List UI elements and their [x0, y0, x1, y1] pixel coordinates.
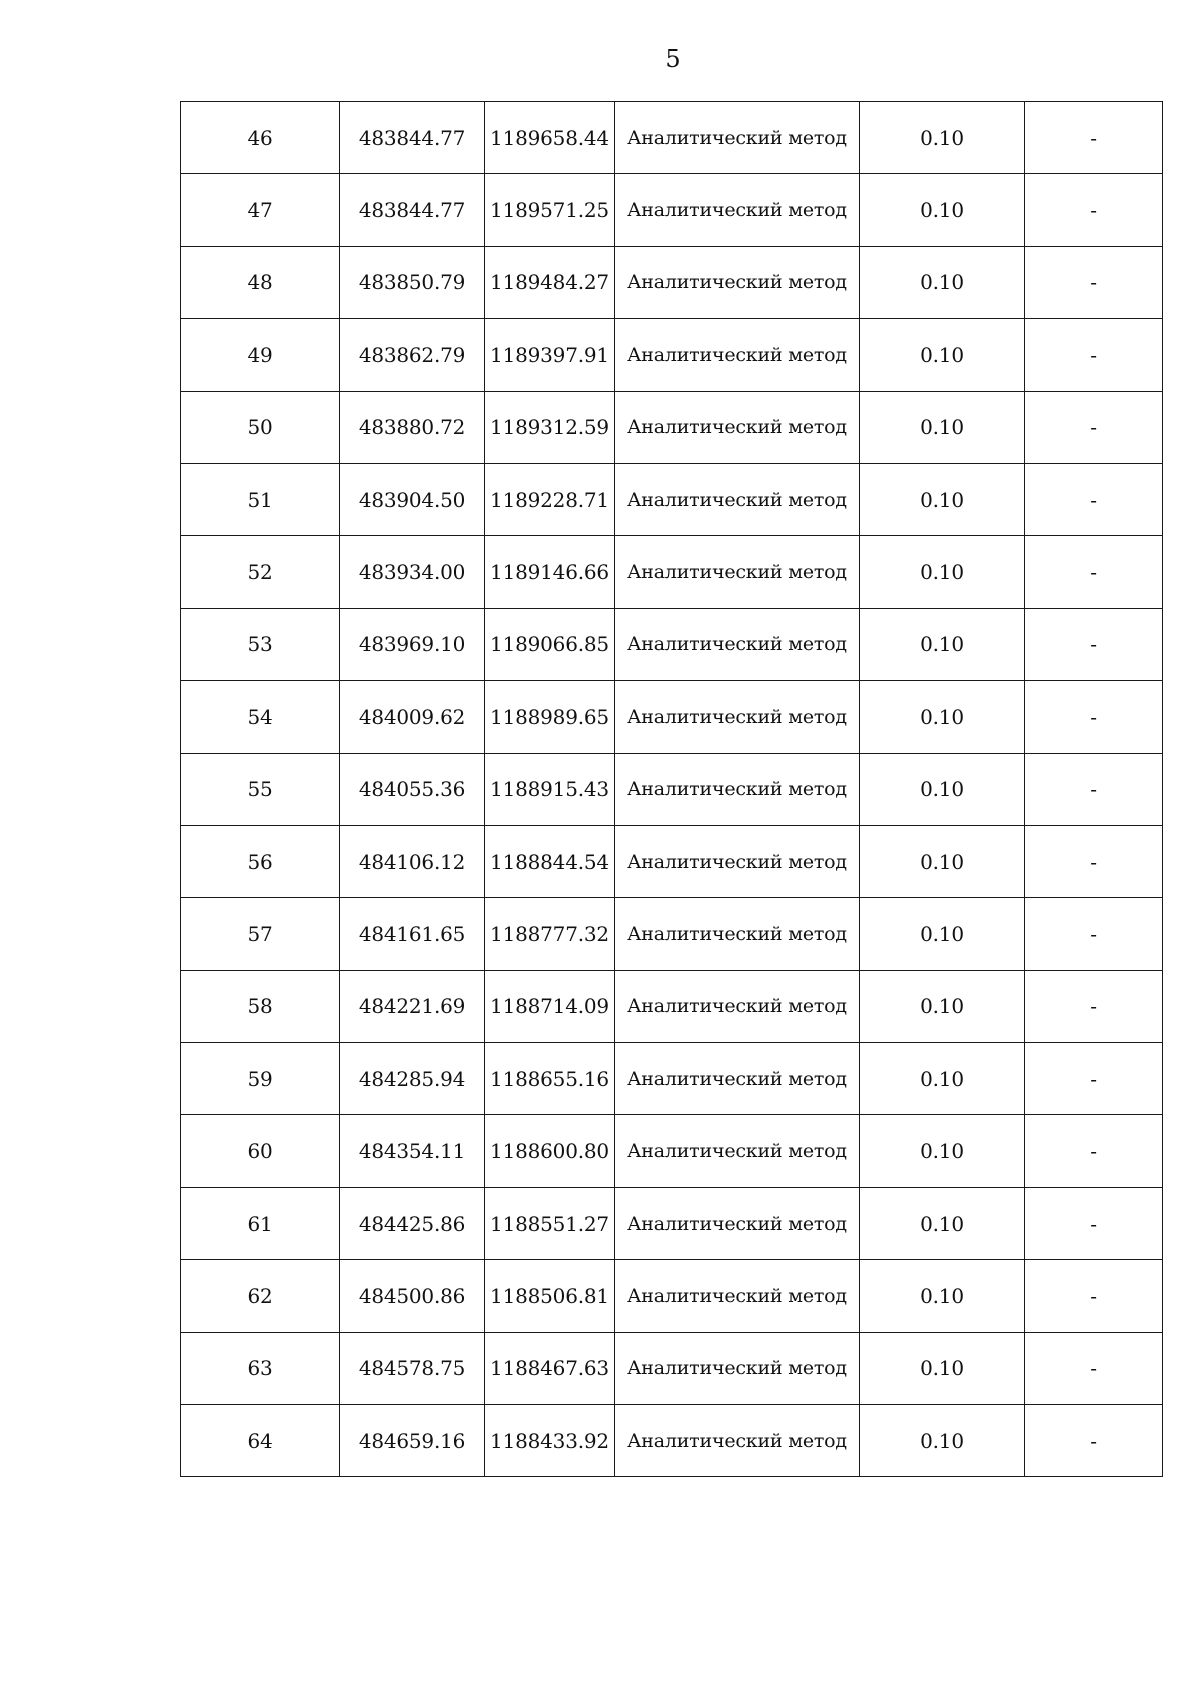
- table-row: [181, 319, 1163, 391]
- x-coordinate-cell: 483850.79: [340, 246, 485, 318]
- description-cell: -: [1025, 970, 1163, 1042]
- y-coordinate-cell: 1188989.65: [485, 681, 615, 753]
- x-coordinate-cell: 484578.75: [340, 1332, 485, 1404]
- method-cell: Аналитический метод: [615, 825, 860, 897]
- description-cell: -: [1025, 825, 1163, 897]
- x-coordinate-cell: 484285.94: [340, 1043, 485, 1115]
- x-coordinate-cell: 483880.72: [340, 391, 485, 463]
- point-number-cell: 48: [181, 246, 340, 318]
- method-cell: Аналитический метод: [615, 1405, 860, 1477]
- x-coordinate-cell: 484161.65: [340, 898, 485, 970]
- accuracy-cell: 0.10: [860, 391, 1025, 463]
- method-cell: Аналитический метод: [615, 608, 860, 680]
- y-coordinate-cell: 1189484.27: [485, 246, 615, 318]
- x-coordinate-cell: 483969.10: [340, 608, 485, 680]
- method-cell: Аналитический метод: [615, 1260, 860, 1332]
- description-cell: -: [1025, 1405, 1163, 1477]
- accuracy-cell: 0.10: [860, 753, 1025, 825]
- y-coordinate-cell: 1189146.66: [485, 536, 615, 608]
- y-coordinate-cell: 1189658.44: [485, 102, 615, 174]
- method-cell: Аналитический метод: [615, 463, 860, 535]
- y-coordinate-cell: 1188777.32: [485, 898, 615, 970]
- method-cell: Аналитический метод: [615, 102, 860, 174]
- method-cell: Аналитический метод: [615, 681, 860, 753]
- x-coordinate-cell: 484009.62: [340, 681, 485, 753]
- method-cell: Аналитический метод: [615, 391, 860, 463]
- x-coordinate-cell: 483862.79: [340, 319, 485, 391]
- description-cell: -: [1025, 1260, 1163, 1332]
- table-row: [181, 463, 1163, 535]
- accuracy-cell: 0.10: [860, 536, 1025, 608]
- page-number: 5: [665, 45, 681, 73]
- accuracy-cell: 0.10: [860, 1260, 1025, 1332]
- x-coordinate-cell: 484354.11: [340, 1115, 485, 1187]
- point-number-cell: 62: [181, 1260, 340, 1332]
- accuracy-cell: 0.10: [860, 608, 1025, 680]
- table-row: [181, 246, 1163, 318]
- table-row: [181, 970, 1163, 1042]
- description-cell: -: [1025, 1115, 1163, 1187]
- x-coordinate-cell: 483904.50: [340, 463, 485, 535]
- point-number-cell: 51: [181, 463, 340, 535]
- y-coordinate-cell: 1189571.25: [485, 174, 615, 246]
- x-coordinate-cell: 484659.16: [340, 1405, 485, 1477]
- x-coordinate-cell: 484500.86: [340, 1260, 485, 1332]
- method-cell: Аналитический метод: [615, 174, 860, 246]
- y-coordinate-cell: 1188714.09: [485, 970, 615, 1042]
- method-cell: Аналитический метод: [615, 319, 860, 391]
- description-cell: -: [1025, 174, 1163, 246]
- point-number-cell: 58: [181, 970, 340, 1042]
- description-cell: -: [1025, 1187, 1163, 1259]
- description-cell: -: [1025, 319, 1163, 391]
- description-cell: -: [1025, 536, 1163, 608]
- table-row: [181, 1405, 1163, 1477]
- coordinates-table: [180, 101, 1163, 1477]
- description-cell: -: [1025, 463, 1163, 535]
- point-number-cell: 55: [181, 753, 340, 825]
- accuracy-cell: 0.10: [860, 1187, 1025, 1259]
- method-cell: Аналитический метод: [615, 1043, 860, 1115]
- description-cell: -: [1025, 608, 1163, 680]
- table-row: [181, 898, 1163, 970]
- y-coordinate-cell: 1189312.59: [485, 391, 615, 463]
- description-cell: -: [1025, 1332, 1163, 1404]
- table-row: [181, 608, 1163, 680]
- point-number-cell: 52: [181, 536, 340, 608]
- point-number-cell: 49: [181, 319, 340, 391]
- table-row: [181, 174, 1163, 246]
- table-row: [181, 753, 1163, 825]
- accuracy-cell: 0.10: [860, 681, 1025, 753]
- table-row: [181, 536, 1163, 608]
- method-cell: Аналитический метод: [615, 246, 860, 318]
- y-coordinate-cell: 1188467.63: [485, 1332, 615, 1404]
- description-cell: -: [1025, 246, 1163, 318]
- point-number-cell: 53: [181, 608, 340, 680]
- point-number-cell: 54: [181, 681, 340, 753]
- table-row: [181, 1187, 1163, 1259]
- method-cell: Аналитический метод: [615, 753, 860, 825]
- point-number-cell: 57: [181, 898, 340, 970]
- y-coordinate-cell: 1188600.80: [485, 1115, 615, 1187]
- x-coordinate-cell: 484055.36: [340, 753, 485, 825]
- description-cell: -: [1025, 898, 1163, 970]
- table-row: [181, 1115, 1163, 1187]
- y-coordinate-cell: 1188551.27: [485, 1187, 615, 1259]
- accuracy-cell: 0.10: [860, 1043, 1025, 1115]
- accuracy-cell: 0.10: [860, 246, 1025, 318]
- method-cell: Аналитический метод: [615, 1115, 860, 1187]
- method-cell: Аналитический метод: [615, 536, 860, 608]
- description-cell: -: [1025, 102, 1163, 174]
- accuracy-cell: 0.10: [860, 463, 1025, 535]
- x-coordinate-cell: 483844.77: [340, 174, 485, 246]
- y-coordinate-cell: 1188844.54: [485, 825, 615, 897]
- point-number-cell: 63: [181, 1332, 340, 1404]
- x-coordinate-cell: 483934.00: [340, 536, 485, 608]
- table-row: [181, 391, 1163, 463]
- point-number-cell: 46: [181, 102, 340, 174]
- table-row: [181, 1332, 1163, 1404]
- table-row: [181, 681, 1163, 753]
- y-coordinate-cell: 1188506.81: [485, 1260, 615, 1332]
- point-number-cell: 64: [181, 1405, 340, 1477]
- x-coordinate-cell: 484106.12: [340, 825, 485, 897]
- method-cell: Аналитический метод: [615, 1187, 860, 1259]
- table-row: [181, 1043, 1163, 1115]
- x-coordinate-cell: 483844.77: [340, 102, 485, 174]
- table-row: [181, 102, 1163, 174]
- point-number-cell: 56: [181, 825, 340, 897]
- method-cell: Аналитический метод: [615, 1332, 860, 1404]
- table-body: [181, 102, 1163, 1477]
- point-number-cell: 47: [181, 174, 340, 246]
- table-row: [181, 1260, 1163, 1332]
- description-cell: -: [1025, 681, 1163, 753]
- accuracy-cell: 0.10: [860, 319, 1025, 391]
- point-number-cell: 60: [181, 1115, 340, 1187]
- description-cell: -: [1025, 391, 1163, 463]
- accuracy-cell: 0.10: [860, 1115, 1025, 1187]
- accuracy-cell: 0.10: [860, 970, 1025, 1042]
- method-cell: Аналитический метод: [615, 898, 860, 970]
- description-cell: -: [1025, 753, 1163, 825]
- point-number-cell: 50: [181, 391, 340, 463]
- description-cell: -: [1025, 1043, 1163, 1115]
- accuracy-cell: 0.10: [860, 174, 1025, 246]
- x-coordinate-cell: 484221.69: [340, 970, 485, 1042]
- accuracy-cell: 0.10: [860, 898, 1025, 970]
- method-cell: Аналитический метод: [615, 970, 860, 1042]
- accuracy-cell: 0.10: [860, 102, 1025, 174]
- point-number-cell: 59: [181, 1043, 340, 1115]
- accuracy-cell: 0.10: [860, 825, 1025, 897]
- y-coordinate-cell: 1188433.92: [485, 1405, 615, 1477]
- x-coordinate-cell: 484425.86: [340, 1187, 485, 1259]
- y-coordinate-cell: 1188915.43: [485, 753, 615, 825]
- y-coordinate-cell: 1189228.71: [485, 463, 615, 535]
- y-coordinate-cell: 1188655.16: [485, 1043, 615, 1115]
- table-row: [181, 825, 1163, 897]
- point-number-cell: 61: [181, 1187, 340, 1259]
- y-coordinate-cell: 1189066.85: [485, 608, 615, 680]
- accuracy-cell: 0.10: [860, 1405, 1025, 1477]
- accuracy-cell: 0.10: [860, 1332, 1025, 1404]
- y-coordinate-cell: 1189397.91: [485, 319, 615, 391]
